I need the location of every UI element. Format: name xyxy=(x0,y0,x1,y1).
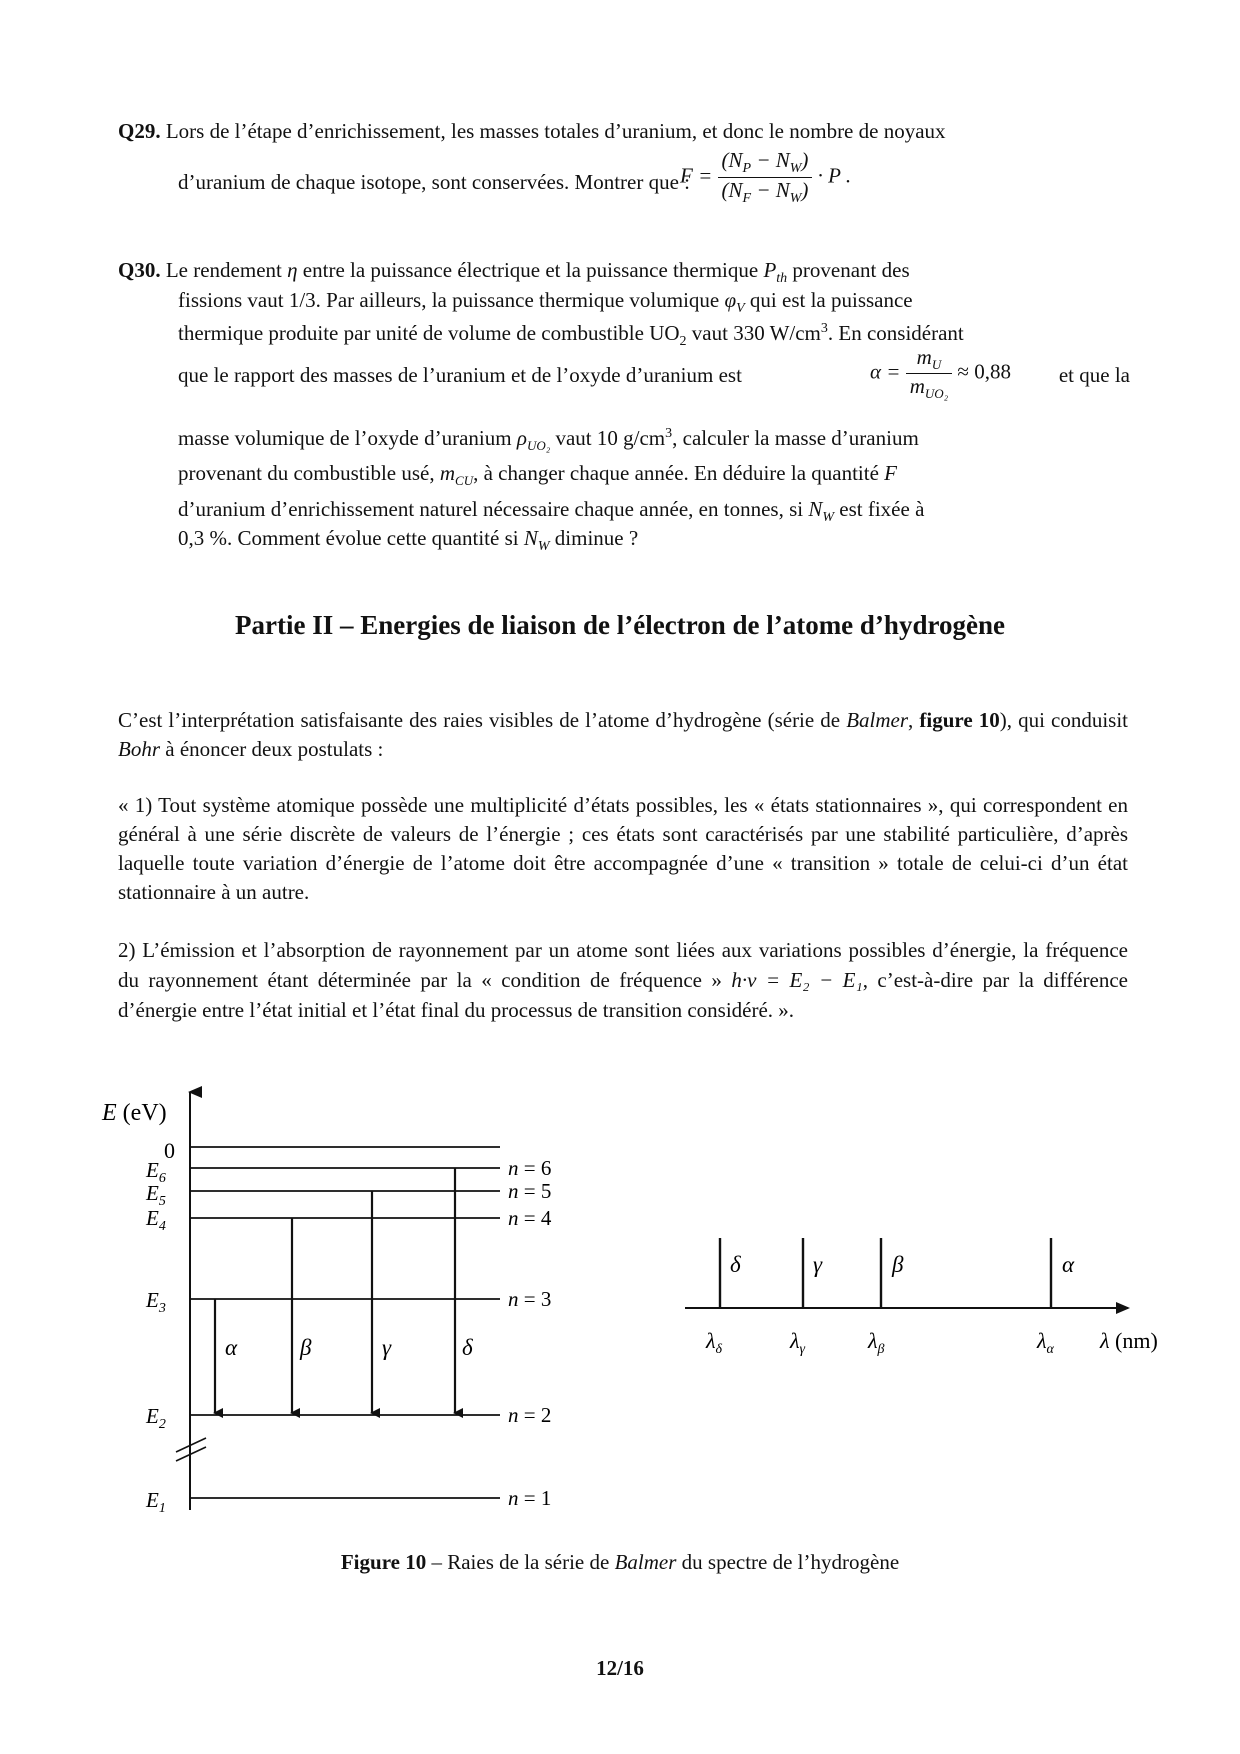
formula-fraction xyxy=(718,148,813,207)
lambda-label-beta: $\lambda_\beta$ xyxy=(868,1328,885,1357)
question-30-line6: provenant du combustible usé, $m_{CU}$, à changer chaque année. En déduire la quantité F xyxy=(178,461,897,489)
level-label-e1: $E_1$ xyxy=(146,1488,166,1516)
level-label-e3: $E_3$ xyxy=(146,1288,166,1316)
question-30-line1: Q30. Le rendement η entre la puissance électrique et la puissance thermique $P_{th}$ provenant des xyxy=(118,258,910,287)
energy-axis-label: E (eV) xyxy=(102,1100,167,1126)
lambda-label-gamma: $\lambda_\gamma$ xyxy=(790,1328,806,1357)
lambda-label-alpha: $\lambda_\alpha$ xyxy=(1037,1328,1054,1357)
question-29-line2 xyxy=(178,167,1128,197)
level-label-e6: $E_6$ xyxy=(146,1158,166,1186)
question-30-line8: 0,3 %. Comment évolue cette quantité si $N_W$ diminue ? xyxy=(178,526,639,555)
figure-caption: Figure 10 – Raies de la série de Balmer du spectre de l’hydrogène xyxy=(340,1550,900,1574)
question-30-label: Q30. xyxy=(118,258,161,282)
wavelength-axis-label: λ (nm) xyxy=(1100,1328,1158,1353)
n-label-1: n = 1 xyxy=(508,1486,552,1510)
spectral-label-delta: δ xyxy=(730,1252,741,1277)
formula-numerator: $(N_P - N_W)$ xyxy=(718,148,813,178)
transition-delta-label: δ xyxy=(462,1335,473,1360)
level-label-e5: $E_5$ xyxy=(146,1181,166,1209)
n-label-5: n = 5 xyxy=(508,1179,552,1203)
formula-lhs: F = xyxy=(680,163,713,188)
n-label-4: n = 4 xyxy=(508,1206,552,1230)
intro-paragraph: C’est l’interprétation satisfaisante des raies visibles de l’atome d’hydrogène (série de Balmer, figure 10), qui conduisit Bohr à énoncer deux postulats : xyxy=(118,708,1128,761)
question-30-line3: thermique produite par unité de volume de combustible $UO_2$ vaut 330 $W/cm^3$. En considérant xyxy=(178,321,964,350)
level-label-e2: $E_2$ xyxy=(146,1404,166,1432)
question-30-line7: d’uranium d’enrichissement naturel nécessaire chaque année, en tonnes, si $N_W$ est fixée à xyxy=(178,497,925,526)
level-label-e4: $E_4$ xyxy=(146,1206,166,1234)
spectral-label-beta: β xyxy=(892,1252,904,1277)
alpha-fraction: $\frac{m_U}{m_{UO_2}}$ xyxy=(906,345,952,402)
n-label-2: n = 2 xyxy=(508,1403,552,1427)
transition-alpha-label: α xyxy=(225,1335,238,1360)
spectral-label-alpha: α xyxy=(1062,1252,1075,1277)
postulate-1: « 1) Tout système atomique possède une multiplicité d’états possibles, les « états stationnaires », qui correspondent en général à une série discrète de valeurs de l’énergie ; ces états sont caractérisés par une stabilité particulière, d’après laquelle toute variation d’énergie de l’atome doit être accompagnée d’une « transition » totale de celui-ci d’un état stationnaire à un autre. xyxy=(118,793,1128,904)
lambda-label-delta: $\lambda_\delta$ xyxy=(706,1328,723,1357)
balmer-figure xyxy=(0,1080,1240,1520)
formula-rhs: · P . xyxy=(817,163,852,188)
n-label-3: n = 3 xyxy=(508,1287,552,1311)
question-29-text-2: d’uranium de chaque isotope, sont conservées. Montrer que : xyxy=(178,170,691,194)
part-title: Partie II – Energies de liaison de l’électron de l’atome d’hydrogène xyxy=(235,610,1005,640)
transition-beta-label: β xyxy=(300,1335,312,1360)
question-30-line4-end: et que la xyxy=(1058,363,1130,387)
question-29-text-1: Lors de l’étape d’enrichissement, les masses totales d’uranium, et donc le nombre de noyaux xyxy=(165,119,946,143)
level-zero-label: 0 xyxy=(164,1138,175,1163)
question-30-line2: fissions vaut 1/3. Par ailleurs, la puissance thermique volumique $\varphi_V$ qui est la puissance xyxy=(178,288,913,317)
n-label-6: n = 6 xyxy=(508,1156,552,1180)
postulate-2: 2) L’émission et l’absorption de rayonnement par un atome sont liées aux variations possibles d’énergie, la fréquence du rayonnement étant déterminée par la « condition de fréquence » h·ν = E₂ − E₁, c’est-à-dire par la différence d’énergie entre l’état initial et l’état final du processus de transition considéré. ». xyxy=(118,938,1128,1022)
page-number: 12/16 xyxy=(596,1656,644,1680)
question-30-line5: masse volumique de l’oxyde d’uranium $\rho_{UO_2}$ vaut 10 $g/cm^3$, calculer la masse d’uranium xyxy=(178,426,919,454)
alpha-formula: α = $\frac{m_U}{m_{UO_2}}$ ≈ 0,88 xyxy=(870,345,1011,402)
question-29-line1 xyxy=(118,116,1128,146)
spectral-label-gamma: γ xyxy=(813,1252,823,1277)
question-29-label: Q29. xyxy=(118,119,161,143)
question-29-formula xyxy=(680,148,851,207)
formula-denominator: $(N_F - N_W)$ xyxy=(721,178,809,207)
transition-gamma-label: γ xyxy=(382,1335,392,1360)
question-30-line4: que le rapport des masses de l’uranium et de l’oxyde d’uranium est xyxy=(178,363,742,387)
